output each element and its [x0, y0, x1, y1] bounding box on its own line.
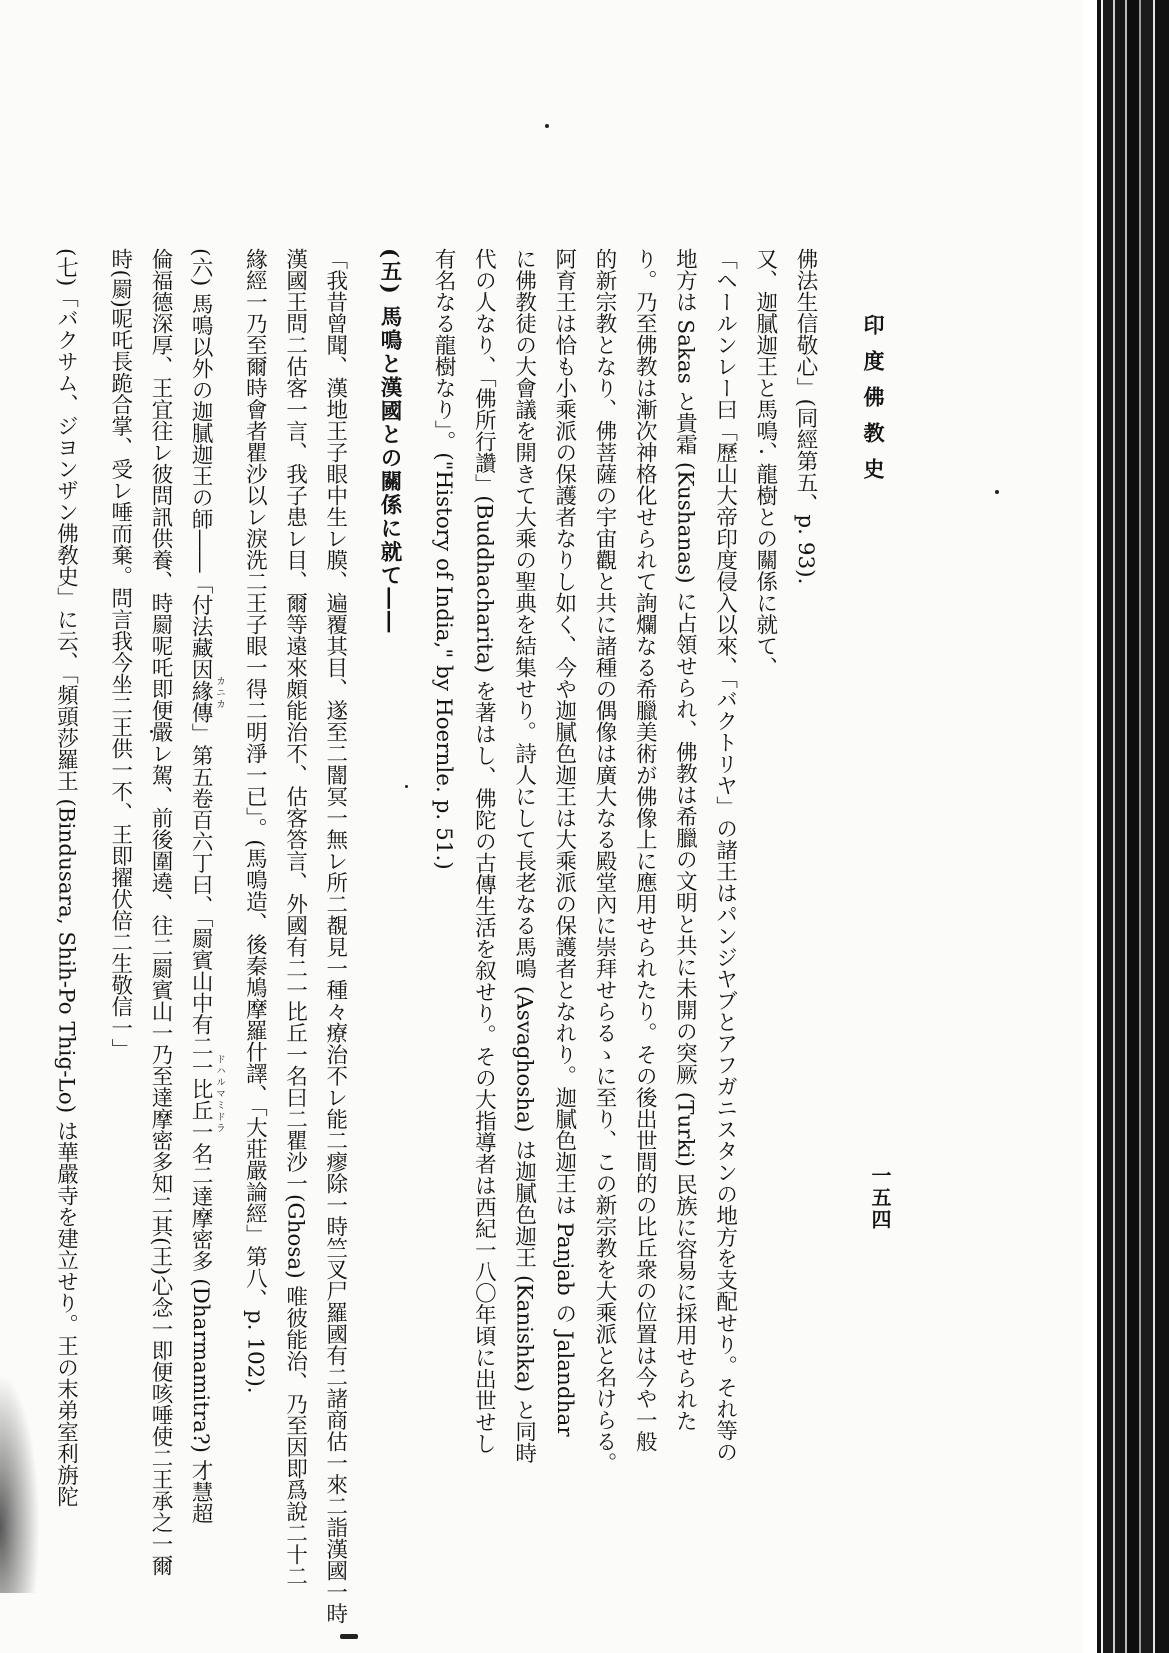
text-line: 阿育王は恰も小乘派の保護者なりし如く、今や迦膩色迦王は大乘派の保護者となれり。迦膩色迦王は Panjab の Jalandhar: [551, 248, 577, 1437]
text-line: 佛法生信敬心」(同經第五、p. 93).: [793, 248, 818, 585]
text-line: 倫福德深厚、王宜往レ彼問訊供養、時罽呢吒即便嚴レ駕、前後圍遶、往二罽賓山一乃至達摩密多知二其(王)心念一即便咳唾使二王承之一爾: [147, 248, 173, 1577]
text-line: (七)「バクサム、ジヨンザン佛敎史」に云、「頻頭莎羅王 (Bindusara, Shih-Po Thig-Lo) は華嚴寺を建立せり。王の末弟室利旃陀: [53, 248, 79, 1507]
scan-speck: [995, 490, 999, 494]
text-line: 「我昔曾聞、漢地王子眼中生レ膜、遍覆其目、遂至二闇冥一無レ所二覩見一種々療治不レ能二瘳除一時竺叉尸羅國有二諸商估一來二詣漢國一時: [322, 248, 348, 1624]
text-line: 地方は Sakas と貴霜 (Kushanas) に占領せられ、佛教は希臘の文明と共に未開の突厥 (Turki) 民族に容易に採用せられた: [672, 248, 698, 1432]
reading-annotation: カニカ: [214, 676, 225, 711]
text-line: に佛教徒の大會議を開きて大乘の聖典を結集せり。詩人にして長老なる馬鳴 (Asvaghosha) は迦膩色迦王 (Kanishka) と同時: [511, 248, 537, 1464]
scan-speck: [545, 124, 549, 128]
text-line: 漢國王問二估客一言、我子患レ目、爾等遠來頗能治不、估客答言、外國有二一比丘一名曰二瞿沙一(Ghosa) 唯彼能治、乃至因即爲說二十二: [282, 248, 308, 1587]
section-heading: (五) 馬鳴と漢國との關係に就て――: [376, 248, 402, 635]
reading-annotation: ドハルマミドラ: [214, 1054, 225, 1135]
scan-smudge: [0, 1373, 40, 1593]
text-line: 有名なる龍樹なり」。("History of India," by Hoernle. p. 51.): [431, 248, 457, 870]
running-title: 印度佛教史: [861, 314, 886, 494]
page-number: 一五四: [868, 1165, 892, 1231]
text-line: 又、迦膩迦王と馬鳴、龍樹との關係に就て、: [752, 248, 778, 678]
text-line: 緣經一乃至爾時會者瞿沙以レ淚洗二王子眼一得二明淨一已」。(馬鳴造、後秦鳩摩羅什譯、「大莊嚴論經」第八、p. 102).: [242, 248, 268, 1394]
text-line: 代の人なり、「佛所行讚」(Buddhacharita) を著はし、佛陀の古傳生活を叙せり。その大指導者は西紀一八〇年頃に出世せし: [471, 248, 497, 1455]
body-text: [45, 248, 825, 1624]
text-line: 「ヘールンレー曰「歷山大帝印度侵入以來、「バクトリヤ」の諸王はパンジヤブとアフガニスタンの地方を支配せり。それ等の: [712, 248, 738, 1463]
text-line: 時(罽)呢吒長跪合掌、受レ唾而棄。問言我今坐二王供一不、王即擢伏倍二生敬信一」: [107, 248, 133, 1061]
binding-edge: [1083, 0, 1169, 1653]
text-line: 的新宗教となり、佛菩薩の宇宙觀と共に諸種の偶像は廣大なる殿堂內に崇拜せらるゝに至り、この新宗教を大乘派と名けらる。: [591, 248, 617, 1474]
text-line: (六) 馬鳴以外の迦膩迦王の師――「付法藏因緣傳」第五卷百六丁曰、「罽賓山中有二一比丘一名二達摩密多 (Dharmamitra?) 才慧超: [188, 248, 214, 1525]
scan-speck: [340, 1634, 358, 1639]
text-line: り。乃至佛教は漸次神格化せられて詢爛なる希臘美術が佛像上に應用せられたり。その後出世間的の比丘衆の位置は今や一般: [632, 248, 658, 1452]
